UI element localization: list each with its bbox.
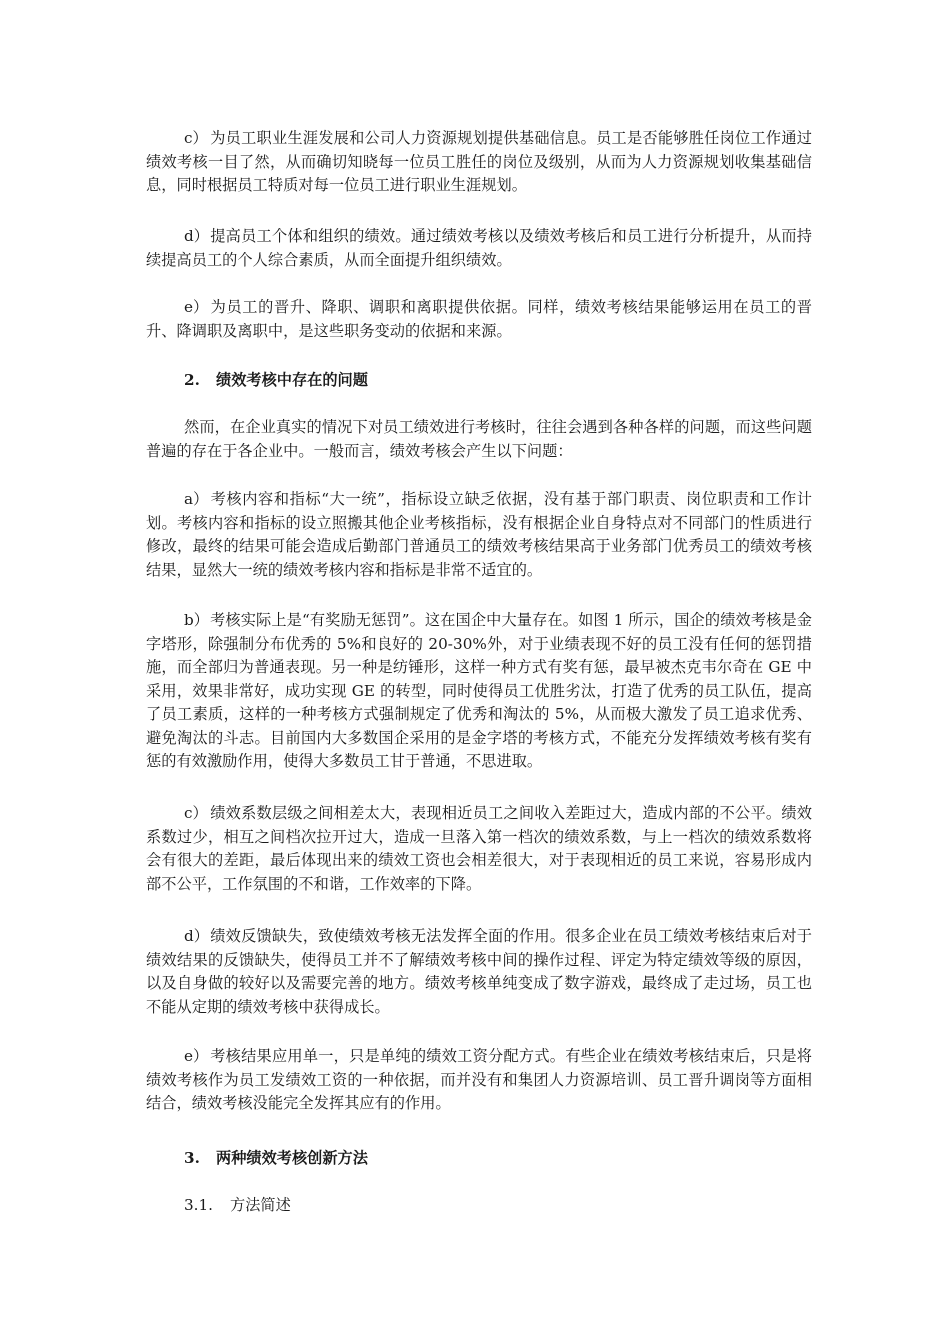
list-marker: c） (184, 804, 208, 822)
paragraph-c-coefficient-gap (146, 802, 812, 896)
paragraph-text: 考核结果应用单一，只是单纯的绩效工资分配方式。有些企业在绩效考核结束后，只是将绩效考核作为员工发绩效工资的一种依据，而并没有和集团人力资源培训、员工晋升调岗等方面相结合，绩效考核没能完全发挥其应有的作用。 (146, 1047, 812, 1112)
paragraph-text: 提高员工个体和组织的绩效。通过绩效考核以及绩效考核后和员工进行分析提升，从而持续提高员工的个人综合素质，从而全面提升组织绩效。 (146, 227, 812, 269)
section-heading-2 (184, 369, 368, 393)
list-marker: d） (184, 227, 210, 245)
section-title: 绩效考核中存在的问题 (216, 371, 368, 389)
paragraph-b-reward-no-punishment (146, 609, 812, 774)
paragraph-text: 考核实际上是“有奖励无惩罚”。这在国企中大量存在。如图 1 所示，国企的绩效考核是金字塔形，除强制分布优秀的 5%和良好的 20-30%外，对于业绩表现不好的员工没有任何的惩罚措施，而全部归为普通表现。另一种是纺锤形，这样一种方式有奖有惩，最早被杰克韦尔奇在 GE 中采用，效果非常好，成功实现 GE 的转型，同时使得员工优胜劣汰，打造了优秀的员工队伍，提高了员工素质，这样的一种考核方式强制规定了优秀和淘汰的 5%，从而极大激发了员工追求优秀、避免淘汰的斗志。目前国内大多数国企采用的是金字塔的考核方式，不能充分发挥绩效考核有奖有惩的有效激励作用，使得大多数员工甘于普通，不思进取。 (146, 611, 812, 770)
paragraph-e-promotion-basis (146, 296, 812, 343)
paragraph-text: 为员工职业生涯发展和公司人力资源规划提供基础信息。员工是否能够胜任岗位工作通过绩效考核一目了然，从而确切知晓每一位员工胜任的岗位及级别，从而为人力资源规划收集基础信息，同时根据员工特质对每一位员工进行职业生涯规划。 (146, 129, 812, 194)
paragraph-text: 为员工的晋升、降职、调职和离职提供依据。同样，绩效考核结果能够运用在员工的晋升、降调职及离职中，是这些职务变动的依据和来源。 (146, 298, 812, 340)
subsection-number: 3.1. (184, 1196, 213, 1214)
paragraph-a-unified-indicators (146, 488, 812, 582)
paragraph-text: 绩效反馈缺失，致使绩效考核无法发挥全面的作用。很多企业在员工绩效考核结束后对于绩效结果的反馈缺失，使得员工并不了解绩效考核中间的操作过程、评定为特定绩效等级的原因，以及自身做的较好以及需要完善的地方。绩效考核单纯变成了数字游戏，最终成了走过场，员工也不能从定期的绩效考核中获得成长。 (146, 927, 812, 1016)
list-marker: e） (184, 1047, 209, 1065)
list-marker: b） (184, 611, 210, 629)
section-heading-3 (184, 1147, 368, 1171)
list-marker: c） (184, 129, 208, 147)
section-number: 2. (184, 371, 200, 389)
list-marker: a） (184, 490, 209, 508)
subsection-heading-3-1 (184, 1194, 291, 1218)
paragraph-e-single-application (146, 1045, 812, 1116)
paragraph-d-improve-performance (146, 225, 812, 272)
section-number: 3. (184, 1149, 200, 1167)
paragraph-d-feedback-missing (146, 925, 812, 1019)
paragraph-text: 考核内容和指标“大一统”，指标设立缺乏依据，没有基于部门职责、岗位职责和工作计划。考核内容和指标的设立照搬其他企业考核指标，没有根据企业自身特点对不同部门的性质进行修改，最终的结果可能会造成后勤部门普通员工的绩效考核结果高于业务部门优秀员工的绩效考核结果，显然大一统的绩效考核内容和指标是非常不适宜的。 (146, 490, 812, 579)
section-title: 两种绩效考核创新方法 (216, 1149, 368, 1167)
subsection-title: 方法简述 (230, 1196, 291, 1214)
paragraph-text: 然而，在企业真实的情况下对员工绩效进行考核时，往往会遇到各种各样的问题，而这些问题普遍的存在于各企业中。一般而言，绩效考核会产生以下问题： (146, 418, 812, 460)
paragraph-intro-problems (146, 416, 812, 463)
list-marker: e） (184, 298, 209, 316)
paragraph-text: 绩效系数层级之间相差太大，表现相近员工之间收入差距过大，造成内部的不公平。绩效系数过少，相互之间档次拉开过大，造成一旦落入第一档次的绩效系数，与上一档次的绩效系数将会有很大的差距，最后体现出来的绩效工资也会相差很大，对于表现相近的员工来说，容易形成内部不公平，工作氛围的不和谐，工作效率的下降。 (146, 804, 812, 893)
list-marker: d） (184, 927, 210, 945)
paragraph-c-career-planning (146, 127, 812, 198)
